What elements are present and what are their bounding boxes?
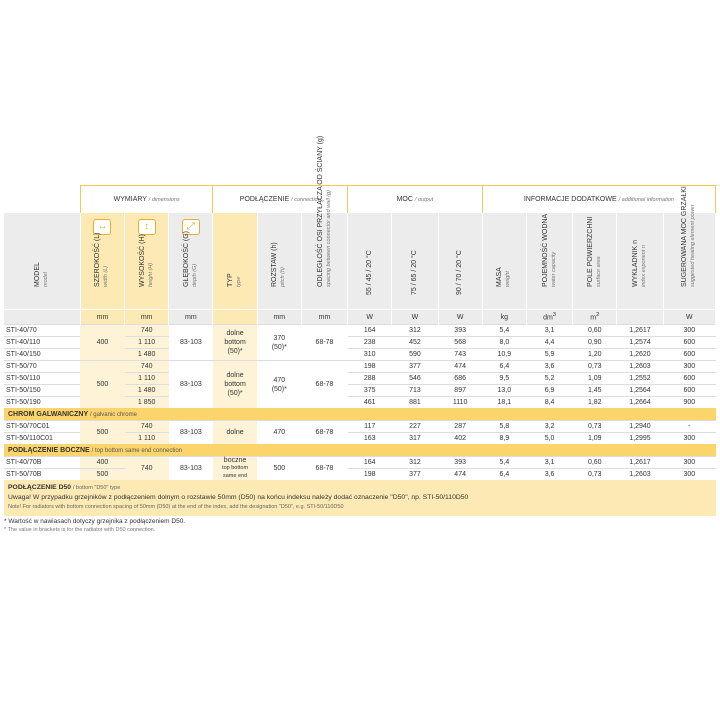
section-header-chrome: CHROM GALWANICZNY / galvanic chrome: [4, 408, 716, 421]
col-header-height: ↕ WYSOKOŚĆ (H) height (H): [125, 213, 169, 310]
section-header-side-connection: PODŁĄCZENIE BOCZNE / top bottom same end connection: [4, 444, 716, 457]
spec-table: [4, 135, 716, 480]
col-header-exponent: WYKŁADNIK n index exponent n: [617, 213, 663, 310]
col-header-capacity: POJEMNOŚĆ WODNA water capacity: [526, 213, 572, 310]
col-header-model: MODEL model: [4, 213, 80, 310]
col-header-75: 75 / 65 / 20 °C: [392, 213, 438, 310]
col-header-90: 90 / 70 / 20 °C: [438, 213, 482, 310]
table-row: STI-40/70 400 740 83-103 dolne bottom (50)* 370 (50)* 68-78 164 312 393 5,4 3,1 0,60 1,2617 300: [4, 325, 716, 337]
depth-arrow-icon: ⤢: [182, 219, 200, 235]
col-header-depth: ⤢ GŁĘBOKOŚĆ (G) depth (G): [169, 213, 213, 310]
table-row: STI-40/70B 400 740 83-103 boczne top bottom same end 500 68-78 164 312 393 5,4 3,1 0,60 1,2617 300: [4, 457, 716, 469]
d50-note: PODŁĄCZENIE D50 / bottom "D50" type Uwaga! W przypadku grzejników z podłączeniem dolnym o rozstawie 50mm (D50) na końcu indeksu należy dodać oznaczenie "D50", np. STI-50/110D50 Note! For radiators with bottom connection spacing of 50mm (D50) at the end of the index, add the designation "D50", e.g. STI-50/110D50: [4, 480, 716, 516]
col-header-55: 55 / 45 / 20 °C: [348, 213, 392, 310]
product-table-container: [4, 135, 716, 516]
col-header-weight: MASA weight: [482, 213, 526, 310]
table-row: STI-50/110 1 110 288 546 686 9,5 5,2 1,09 1,2552 600: [4, 373, 716, 385]
group-header-row: [4, 186, 716, 214]
group-additional-info: INFORMACJE DODATKOWE / additional information: [482, 186, 715, 214]
table-row: STI-40/150 1 480 310 590 743 10,9 5,9 1,20 1,2620 600: [4, 349, 716, 361]
col-header-width: ↔ SZEROKOŚĆ (L) width (L): [80, 213, 124, 310]
footnote: * Wartość w nawiasach dotyczy grzejnika z podłączeniem D50. * The value in brackets is for the radiator with D50 connection.: [4, 518, 186, 533]
table-row: STI-50/70B 500 198 377 474 6,4 3,6 0,73 1,2603 300: [4, 469, 716, 481]
col-header-surface: POLE POWIERZCHNI surface area: [573, 213, 617, 310]
table-row: STI-50/70 500 740 83-103 dolne bottom (50)* 470 (50)* 68-78 198 377 474 6,4 3,6 0,73 1,2603 300: [4, 361, 716, 373]
group-dimensions: WYMIARY / dimensions: [80, 186, 213, 214]
column-header-row: [4, 213, 716, 310]
table-row: STI-50/190 1 850 461 881 1110 18,1 8,4 1,82 1,2664 900: [4, 397, 716, 409]
height-arrows-icon: ↕: [138, 219, 156, 235]
col-header-heater: SUGEROWANA MOC GRZAŁKI suggested heating element power: [663, 213, 715, 310]
table-row: STI-40/110 1 110 238 452 568 8,0 4,4 0,90 1,2574 600: [4, 337, 716, 349]
col-header-type: TYP type: [213, 213, 257, 310]
group-output: MOC / output: [348, 186, 483, 214]
group-connection: PODŁĄCZENIE / connection: [213, 186, 348, 214]
units-row: mm mm mm mm mm W W W kg $dm^3$ $m^2$ W: [4, 310, 716, 325]
table-row: STI-50/150 1 480 375 713 897 13,0 6,9 1,45 1,2564 600: [4, 385, 716, 397]
col-header-spacing: ODLEGŁOŚĆ OSI PRZYŁĄCZA OD ŚCIANY (g) spacing between connector and wall (g): [301, 213, 347, 310]
width-arrows-icon: ↔: [93, 219, 111, 235]
table-row: STI-50/110C01 1 110 163 317 402 8,9 5,0 1,09 1,2995 300: [4, 433, 716, 445]
col-header-pitch: ROZSTAW (h) pitch (h): [257, 213, 301, 310]
table-row: STI-50/70C01 500 740 83-103 dolne 470 68-78 117 227 287 5,8 3,2 0,73 1,2940 -: [4, 421, 716, 433]
